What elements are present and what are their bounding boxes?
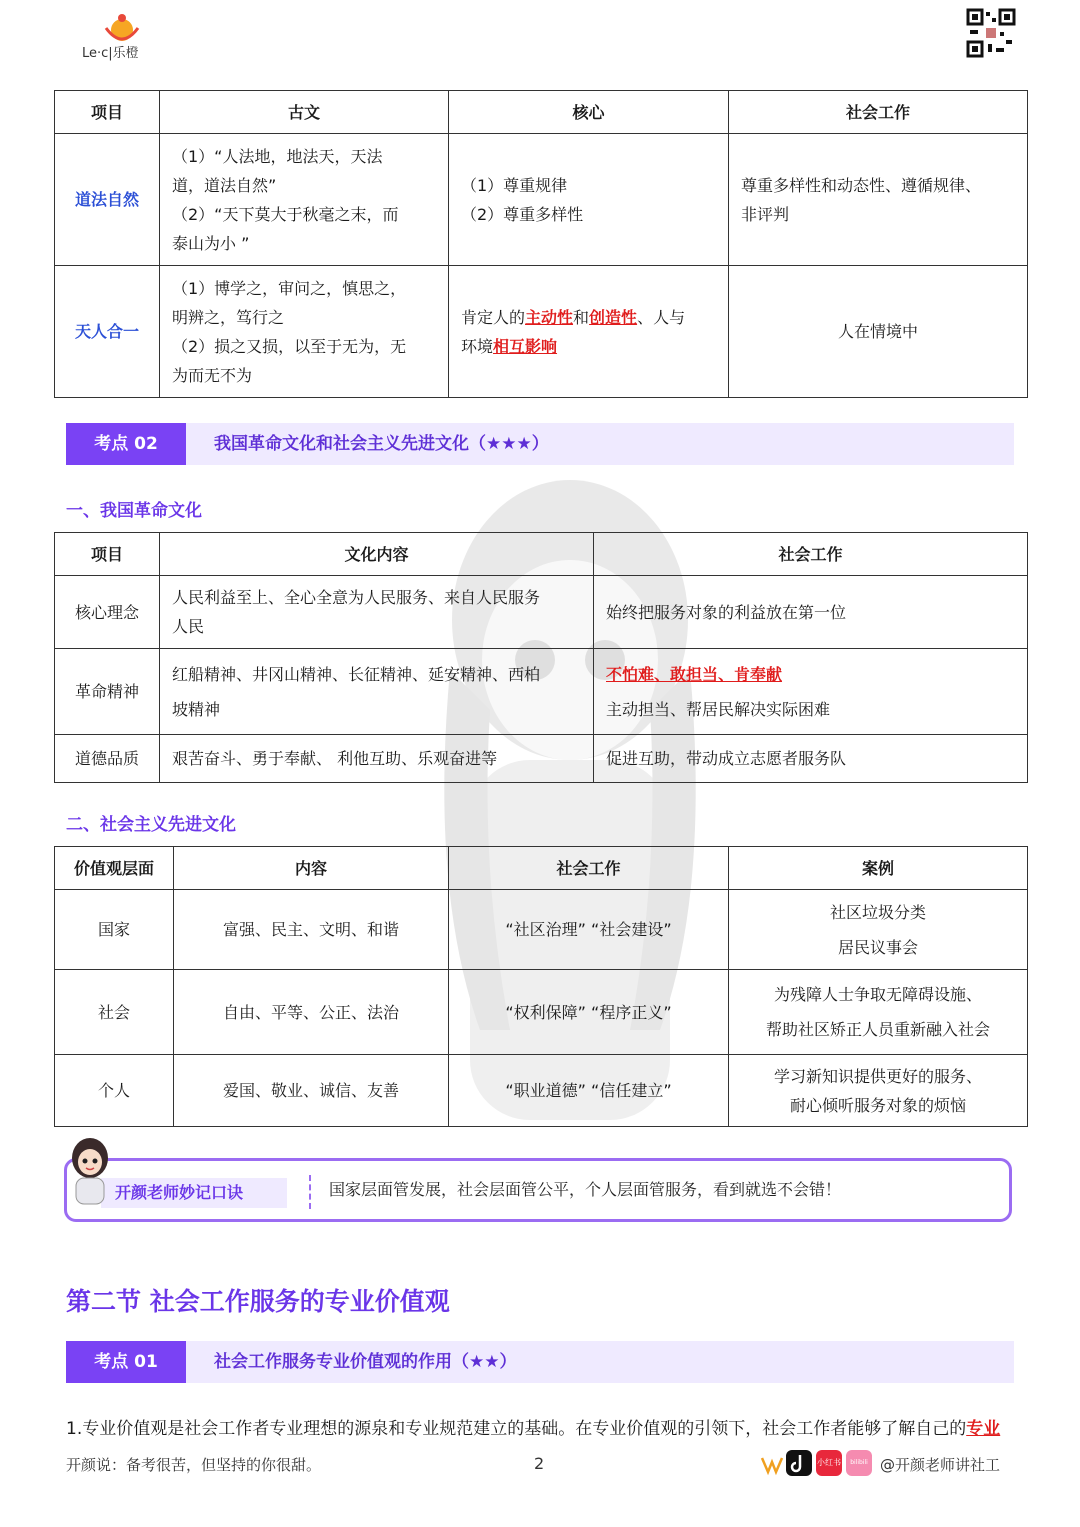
text-line: 人民 (172, 617, 205, 636)
row-item: 革命精神 (55, 649, 160, 735)
text-line: （2）损之又损，以至于无为，无 (172, 336, 407, 356)
table-header: 社会工作 (449, 847, 729, 890)
subheading-socialist-culture: 二、社会主义先进文化 (66, 815, 236, 835)
text-line: 居民议事会 (837, 937, 918, 957)
table-header: 核心 (449, 91, 729, 134)
text-line: 为而无不为 (172, 365, 253, 385)
text-line: 人民利益至上、全心全意为人民服务、来自人民服务 (172, 588, 541, 607)
text-line: （1）尊重规律 (461, 175, 568, 195)
table-row (55, 890, 1028, 970)
tip-label: 开颜老师妙记口诀 (101, 1178, 287, 1208)
qr-code-icon (966, 8, 1016, 58)
douyin-icon[interactable] (786, 1450, 812, 1476)
content-cell: 爱国、敬业、诚信、友善 (174, 1055, 449, 1127)
section-title: 社会工作服务专业价值观的作用（★★） (214, 1352, 517, 1372)
xiaohongshu-icon[interactable]: 小红书 (816, 1450, 842, 1476)
row-item: 道德品质 (55, 735, 160, 783)
mnemonic-tip-box (64, 1158, 1012, 1222)
divider (309, 1175, 311, 1209)
text-line: 尊重多样性和动态性、遵循规律、 (741, 175, 982, 195)
social-work-cell: 始终把服务对象的利益放在第一位 (594, 576, 1028, 649)
highlight-text: 专业 (966, 1419, 1001, 1439)
value-level: 社会 (55, 970, 174, 1055)
table-header: 社会工作 (729, 91, 1028, 134)
table-header: 项目 (55, 91, 160, 134)
text-line: 学习新知识提供更好的服务、 (773, 1066, 982, 1086)
section-bar-kaodian-02 (66, 423, 1014, 465)
value-level: 国家 (55, 890, 174, 970)
row-item: 道法自然 (55, 134, 160, 266)
social-work-text (729, 134, 1028, 266)
social-work-cell: “职业道德” “信任建立” (449, 1055, 729, 1127)
social-icons (760, 1450, 872, 1478)
content-cell: 艰苦奋斗、勇于奉献、 利他互助、乐观奋进等 (160, 735, 594, 783)
text-span: 环境 (461, 336, 494, 356)
taoism-table (54, 90, 1028, 398)
core-text (449, 134, 729, 266)
weixin-channel-icon[interactable] (760, 1452, 784, 1476)
text-line: 主动担当、帮居民解决实际困难 (606, 699, 831, 719)
content-cell (160, 649, 594, 735)
core-values-table (54, 846, 1028, 1127)
table-row (55, 970, 1028, 1055)
revolutionary-culture-table (54, 532, 1028, 783)
content-cell: 富强、民主、文明、和谐 (174, 890, 449, 970)
table-row (55, 266, 1028, 398)
table-row (55, 1055, 1028, 1127)
table-row (55, 134, 1028, 266)
text-line: 道，道法自然” (172, 175, 277, 195)
row-item: 天人合一 (55, 266, 160, 398)
table-header: 文化内容 (160, 533, 594, 576)
text-line: 明辨之，笃行之 (172, 307, 285, 327)
teacher-avatar-icon (68, 1136, 112, 1206)
text-line: 非评判 (741, 204, 790, 224)
paragraph-text: 1.专业价值观是社会工作者专业理想的源泉和专业规范建立的基础。在专业价值观的引领下，社会工作者能够了解自己的 (66, 1419, 967, 1439)
text-line: （2）“天下莫大于秋毫之末，而 (172, 204, 399, 224)
text-line: 社区垃圾分类 (829, 902, 926, 922)
highlight-text: 主动性 (525, 307, 574, 327)
table-header: 社会工作 (594, 533, 1028, 576)
logo-text: Le·c|乐橙 (82, 46, 139, 61)
text-line: 坡精神 (172, 699, 221, 719)
page-number: 2 (534, 1454, 545, 1473)
footer-slogan: 开颜说：备考很苦，但坚持的你很甜。 (66, 1456, 322, 1474)
table-header: 价值观层面 (55, 847, 174, 890)
social-work-cell (594, 649, 1028, 735)
case-cell (729, 1055, 1028, 1127)
table-row (55, 735, 1028, 783)
ancient-text (160, 266, 449, 398)
section-tag: 考点 01 (66, 1341, 186, 1383)
text-line: （1）“人法地，地法天，天法 (172, 146, 383, 166)
social-work-cell: “权利保障” “程序正义” (449, 970, 729, 1055)
social-work-text: 人在情境中 (729, 266, 1028, 398)
ancient-text (160, 134, 449, 266)
text-span: 和 (573, 307, 590, 327)
social-work-cell: “社区治理” “社会建设” (449, 890, 729, 970)
text-line: 泰山为小 ” (172, 233, 250, 253)
case-cell (729, 970, 1028, 1055)
table-header: 案例 (729, 847, 1028, 890)
text-line: 为残障人士争取无障碍设施、 (773, 985, 982, 1004)
content-cell: 自由、平等、公正、法治 (174, 970, 449, 1055)
table-header: 古文 (160, 91, 449, 134)
value-level: 个人 (55, 1055, 174, 1127)
table-header: 内容 (174, 847, 449, 890)
section-title: 我国革命文化和社会主义先进文化（★★★） (214, 434, 549, 454)
text-span: 、人与 (637, 307, 686, 327)
text-line: （2）尊重多样性 (461, 204, 584, 224)
row-item: 核心理念 (55, 576, 160, 649)
chapter-section-title: 第二节 社会工作服务的专业价值观 (66, 1287, 450, 1316)
section-bar-kaodian-01 (66, 1341, 1014, 1383)
text-span: 肯定人的 (461, 307, 526, 327)
case-cell (729, 890, 1028, 970)
table-row (55, 576, 1028, 649)
text-line: 耐心倾听服务对象的烦恼 (789, 1095, 966, 1115)
section-tag: 考点 02 (66, 423, 186, 465)
text-line: （1）博学之，审问之，慎思之， (172, 278, 407, 298)
bilibili-icon[interactable]: bilibili (846, 1450, 872, 1476)
table-header: 项目 (55, 533, 160, 576)
brand-logo (76, 10, 156, 60)
social-work-cell: 促进互助，带动成立志愿者服务队 (594, 735, 1028, 783)
sun-logo-icon (92, 10, 152, 44)
core-text (449, 266, 729, 398)
subheading-revolutionary-culture: 一、我国革命文化 (66, 501, 202, 521)
highlight-text: 创造性 (589, 307, 638, 327)
body-paragraph (66, 1414, 1000, 1439)
footer-account: @开颜老师讲社工 (880, 1456, 1001, 1474)
highlight-text: 相互影响 (493, 336, 558, 356)
tip-text: 国家层面管发展，社会层面管公平，个人层面管服务，看到就选不会错！ (329, 1180, 842, 1199)
content-cell (160, 576, 594, 649)
text-line: 帮助社区矫正人员重新融入社会 (765, 1020, 990, 1039)
highlight-text: 不怕难、敢担当、肯奉献 (606, 664, 783, 684)
text-line: 红船精神、井冈山精神、长征精神、延安精神、西柏 (172, 664, 541, 684)
table-row (55, 649, 1028, 735)
